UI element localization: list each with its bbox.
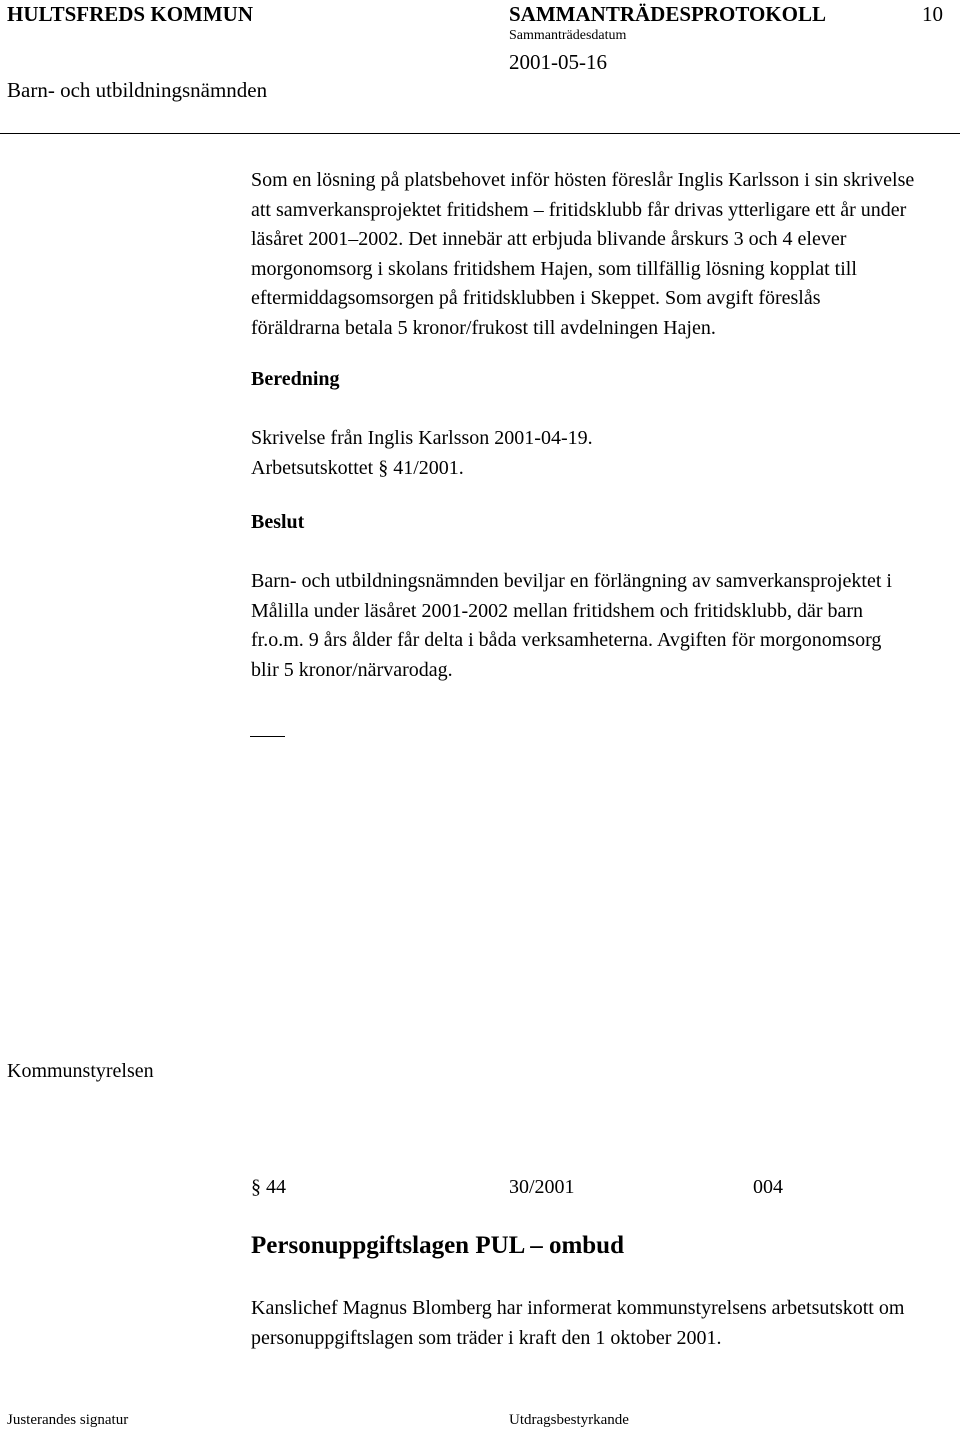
beslut-heading: Beslut [251,511,305,533]
beredning-heading: Beredning [251,368,340,390]
beslut-line: fr.o.m. 9 års ålder får delta i båda verksamheterna. Avgiften för morgonomsorg [251,629,882,651]
case-code: 004 [753,1176,783,1198]
beredning-line: Skrivelse från Inglis Karlsson 2001-04-19. [251,427,593,449]
committee-name: Barn- och utbildningsnämnden [7,78,268,102]
footer-certification-label: Utdragsbestyrkande [509,1412,629,1428]
beslut-line: Barn- och utbildningsnämnden beviljar en förlängning av samverkansprojektet i [251,570,892,592]
intro-paragraph [251,166,957,343]
beslut-line: blir 5 kronor/närvarodag. [251,658,453,681]
section-line: personuppgiftslagen som träder i kraft den 1 oktober 2001. [251,1326,722,1349]
intro-line: morgonomsorg i skolans fritidshem Hajen, som tillfällig lösning kopplat till [251,257,857,280]
beslut-paragraph [251,567,957,685]
intro-line: Som en lösning på platsbehovet inför hösten föreslår Inglis Karlsson i sin skrivelse [251,169,915,191]
intro-line: läsåret 2001–2002. Det innebär att erbjuda blivande årskurs 3 och 4 elever [251,228,847,250]
beslut-line: Målilla under läsåret 2001-2002 mellan fritidshem och fritidsklubb, där barn [251,599,864,622]
section-paragraph [251,1294,957,1353]
case-number: 30/2001 [509,1176,575,1198]
municipality-name: HULTSFREDS KOMMUN [7,2,254,26]
document-type: SAMMANTRÄDESPROTOKOLL [509,2,826,26]
intro-line: föräldrarna betala 5 kronor/frukost till avdelningen Hajen. [251,316,716,339]
beredning-line: Arbetsutskottet § 41/2001. [251,456,464,479]
page-number: 10 [922,2,943,26]
recipient: Kommunstyrelsen [7,1060,154,1082]
section-end-rule [250,736,285,737]
intro-line: eftermiddagsomsorgen på fritidsklubben i Skeppet. Som avgift föreslås [251,287,821,309]
section-number: § 44 [251,1176,286,1198]
meeting-date-label: Sammanträdesdatum [509,28,627,43]
section-title: Personuppgiftslagen PUL – ombud [251,1232,624,1259]
section-line: Kanslichef Magnus Blomberg har informerat kommunstyrelsens arbetsutskott om [251,1297,905,1319]
meeting-date: 2001-05-16 [509,50,607,74]
footer-signature-label: Justerandes signatur [7,1412,129,1428]
header-divider [0,133,960,134]
intro-line: att samverkansprojektet fritidshem – fritidsklubb får drivas ytterligare ett år under [251,198,907,221]
beredning-paragraph [251,424,957,483]
